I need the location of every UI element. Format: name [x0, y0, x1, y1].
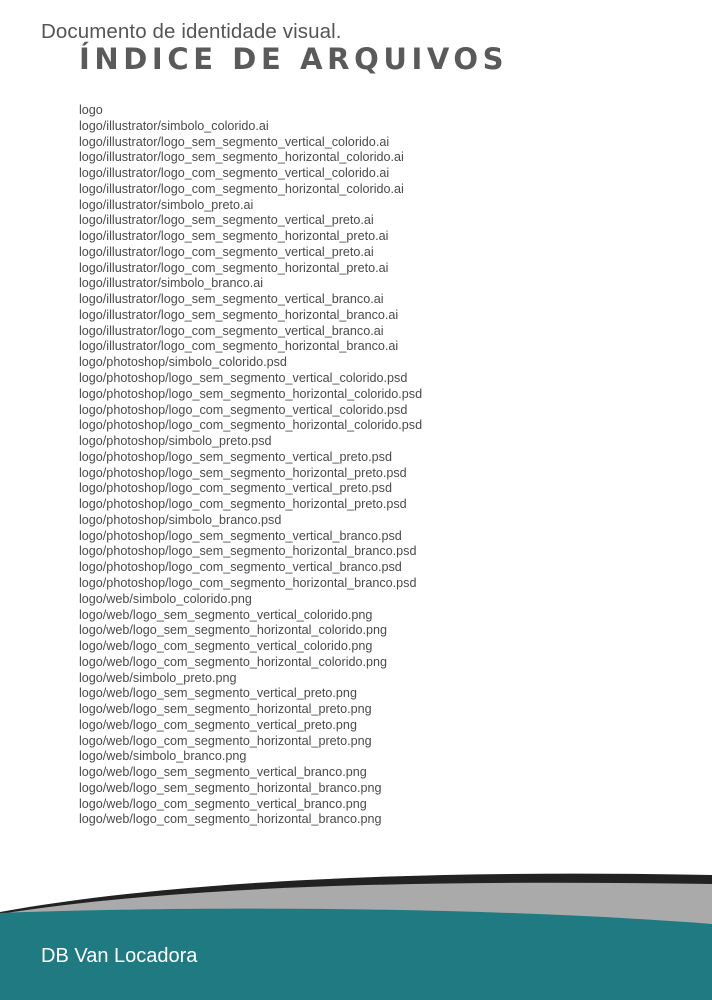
file-path-item: logo/photoshop/simbolo_branco.psd: [79, 512, 282, 527]
file-path-item: logo/web/logo_com_segmento_vertical_colorido.png: [79, 639, 373, 654]
file-path-item: logo/web/logo_com_segmento_vertical_preto.png: [79, 717, 357, 732]
file-path-item: logo/photoshop/logo_com_segmento_horizontal_branco.psd: [79, 575, 417, 590]
file-path-item: logo/illustrator/logo_com_segmento_vertical_branco.ai: [79, 323, 384, 338]
brand-name: DB Van Locadora: [41, 945, 198, 967]
page-title: ÍNDICE DE ARQUIVOS: [79, 42, 509, 76]
file-path-item: logo/photoshop/logo_com_segmento_vertical_branco.psd: [79, 560, 402, 575]
file-path-item: logo/photoshop/logo_sem_segmento_vertical_preto.psd: [79, 449, 392, 464]
file-path-item: logo/web/logo_sem_segmento_horizontal_colorido.png: [79, 623, 388, 638]
file-path-item: logo/photoshop/logo_com_segmento_vertical_colorido.psd: [79, 402, 408, 417]
file-path-item: logo/photoshop/logo_sem_segmento_horizontal_colorido.psd: [79, 386, 423, 401]
file-path-item: logo/illustrator/logo_sem_segmento_vertical_colorido.ai: [79, 134, 390, 149]
file-path-item: logo/illustrator/simbolo_colorido.ai: [79, 118, 269, 133]
file-path-item: logo/web/logo_com_segmento_horizontal_branco.png: [79, 812, 382, 827]
file-path-item: logo/photoshop/simbolo_preto.psd: [79, 434, 272, 449]
footer-wave-decoration: [0, 860, 712, 1000]
file-path-item: logo/photoshop/logo_com_segmento_horizontal_preto.psd: [79, 497, 407, 512]
file-path-item: logo/photoshop/logo_com_segmento_vertical_preto.psd: [79, 481, 392, 496]
file-path-item: logo/web/logo_com_segmento_horizontal_preto.png: [79, 733, 372, 748]
file-path-item: logo/illustrator/logo_sem_segmento_vertical_branco.ai: [79, 292, 384, 307]
file-path-item: logo/illustrator/logo_com_segmento_horizontal_branco.ai: [79, 339, 399, 354]
document-subtitle: Documento de identidade visual.: [41, 20, 342, 43]
file-path-item: logo/web/simbolo_preto.png: [79, 670, 237, 685]
file-path-item: logo/illustrator/logo_com_segmento_vertical_preto.ai: [79, 244, 374, 259]
file-path-item: logo/web/logo_sem_segmento_vertical_colorido.png: [79, 607, 373, 622]
file-path-item: logo/web/logo_sem_segmento_vertical_branco.png: [79, 765, 367, 780]
file-path-item: logo/web/logo_com_segmento_horizontal_colorido.png: [79, 654, 388, 669]
file-path-item: logo/illustrator/logo_sem_segmento_horizontal_preto.ai: [79, 229, 389, 244]
file-path-item: logo/photoshop/logo_com_segmento_horizontal_colorido.psd: [79, 418, 423, 433]
file-path-item: logo/photoshop/logo_sem_segmento_vertical_colorido.psd: [79, 371, 408, 386]
file-path-item: logo/photoshop/logo_sem_segmento_horizontal_branco.psd: [79, 544, 417, 559]
file-path-item: logo/illustrator/logo_sem_segmento_horizontal_colorido.ai: [79, 150, 404, 165]
file-path-item: logo/illustrator/logo_sem_segmento_horizontal_branco.ai: [79, 307, 399, 322]
file-path-item: logo/illustrator/logo_com_segmento_horizontal_preto.ai: [79, 260, 389, 275]
file-path-item: logo/illustrator/logo_sem_segmento_vertical_preto.ai: [79, 213, 374, 228]
file-path-item: logo/illustrator/simbolo_branco.ai: [79, 276, 264, 291]
file-path-item: logo/photoshop/logo_sem_segmento_horizontal_preto.psd: [79, 465, 407, 480]
file-path-item: logo/photoshop/logo_sem_segmento_vertical_branco.psd: [79, 528, 402, 543]
file-index-list: [79, 103, 422, 828]
file-path-item: logo/web/simbolo_colorido.png: [79, 591, 252, 606]
file-path-item: logo/illustrator/logo_com_segmento_horizontal_colorido.ai: [79, 181, 404, 196]
file-path-item: logo/photoshop/simbolo_colorido.psd: [79, 355, 287, 370]
file-path-item: logo/web/simbolo_branco.png: [79, 749, 247, 764]
file-path-item: logo: [79, 103, 103, 117]
file-path-item: logo/web/logo_sem_segmento_horizontal_branco.png: [79, 780, 382, 795]
file-path-item: logo/web/logo_sem_segmento_horizontal_preto.png: [79, 702, 372, 717]
file-path-item: logo/illustrator/simbolo_preto.ai: [79, 197, 254, 212]
file-path-item: logo/illustrator/logo_com_segmento_vertical_colorido.ai: [79, 166, 390, 181]
file-path-item: logo/web/logo_sem_segmento_vertical_preto.png: [79, 686, 357, 701]
file-path-item: logo/web/logo_com_segmento_vertical_branco.png: [79, 796, 367, 811]
